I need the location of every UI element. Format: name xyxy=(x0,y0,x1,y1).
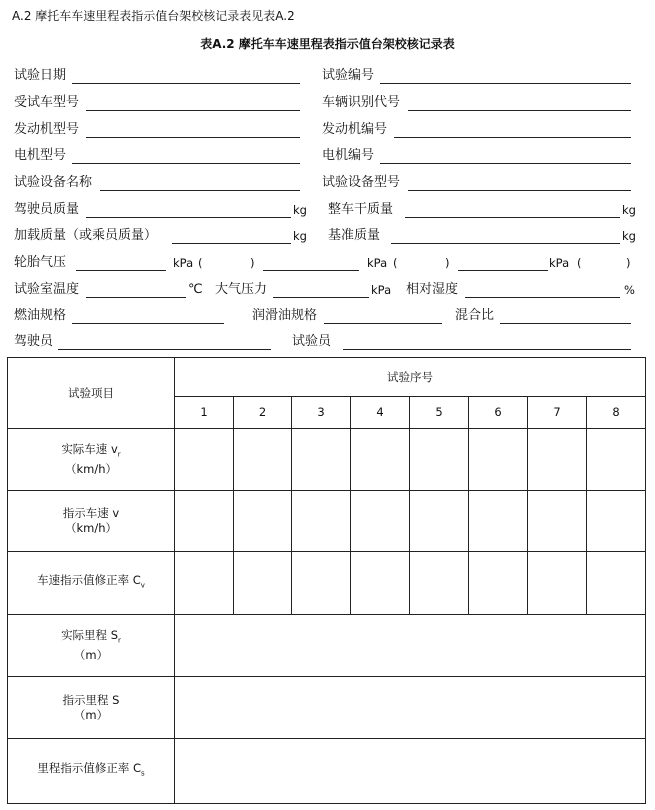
data-cell[interactable] xyxy=(587,552,646,615)
lube-spec-label: 润滑油规格 xyxy=(252,308,318,323)
seq-cell: 4 xyxy=(351,397,410,429)
data-cell[interactable] xyxy=(175,552,234,615)
data-cell[interactable] xyxy=(292,429,351,491)
seq-cell: 2 xyxy=(234,397,292,429)
load-mass-unit: kg xyxy=(293,229,307,243)
data-cell[interactable] xyxy=(410,552,469,615)
form-row-tire-pressure xyxy=(0,254,655,274)
seq-cell: 6 xyxy=(469,397,528,429)
room-temp-field[interactable] xyxy=(86,297,186,298)
seq-cell: 3 xyxy=(292,397,351,429)
curb-mass-label: 整车干质量 xyxy=(328,202,394,217)
equipment-model-field[interactable] xyxy=(408,190,631,191)
vin-field[interactable] xyxy=(408,110,631,111)
form-row-date xyxy=(0,67,655,87)
record-table xyxy=(7,357,646,804)
actual-speed-unit: （km/h） xyxy=(64,462,118,477)
equipment-name-field[interactable] xyxy=(100,190,300,191)
atm-pressure-field[interactable] xyxy=(273,297,369,298)
data-cell[interactable] xyxy=(351,491,410,552)
actual-mileage-unit: （m） xyxy=(73,648,109,663)
indicated-speed-symbol: v xyxy=(112,506,120,520)
tire-pressure-unit-1: kPa xyxy=(173,256,194,270)
actual-speed-header xyxy=(8,429,175,491)
data-cell[interactable] xyxy=(587,491,646,552)
indicated-speed-row xyxy=(8,491,646,552)
reference-mass-unit: kg xyxy=(622,229,636,243)
mileage-correction-subscript: s xyxy=(141,769,145,778)
reference-mass-field[interactable] xyxy=(391,243,620,244)
curb-mass-field[interactable] xyxy=(405,217,620,218)
header-seq: 试验序号 xyxy=(387,369,433,384)
data-cell[interactable] xyxy=(587,429,646,491)
form-row-driver-mass xyxy=(0,201,655,221)
data-cell[interactable] xyxy=(234,552,292,615)
data-cell[interactable] xyxy=(469,491,528,552)
form-row-engine xyxy=(0,121,655,141)
actual-mileage-symbol: S xyxy=(110,627,119,642)
motor-model-label: 电机型号 xyxy=(14,148,67,163)
seq-cell: 7 xyxy=(528,397,587,429)
form-row-motor xyxy=(0,147,655,167)
fuel-spec-label: 燃油规格 xyxy=(14,308,67,323)
mileage-correction-row xyxy=(8,739,646,804)
humidity-label: 相对湿度 xyxy=(406,282,459,297)
vin-label: 车辆识别代号 xyxy=(322,95,401,110)
load-mass-label: 加载质量（或乘员质量） xyxy=(14,228,158,243)
data-cell[interactable] xyxy=(351,552,410,615)
driver-field[interactable] xyxy=(58,349,271,350)
mileage-correction-label: 里程指示值修正率 xyxy=(37,760,130,775)
humidity-unit: % xyxy=(624,283,635,297)
engine-model-label: 发动机型号 xyxy=(14,122,80,137)
data-cell[interactable] xyxy=(528,491,587,552)
seq-cell: 5 xyxy=(410,397,469,429)
driver-mass-label: 驾驶员质量 xyxy=(14,202,80,217)
data-cell[interactable] xyxy=(469,552,528,615)
driver-label: 驾驶员 xyxy=(14,334,54,349)
tire-pressure-unit-3: kPa xyxy=(549,256,570,270)
indicated-mileage-header xyxy=(8,677,175,739)
data-cell[interactable] xyxy=(175,491,234,552)
motor-model-field[interactable] xyxy=(72,163,300,164)
data-cell[interactable] xyxy=(410,491,469,552)
merged-data-cell[interactable] xyxy=(175,615,646,677)
header-row xyxy=(8,358,646,397)
data-cell[interactable] xyxy=(351,429,410,491)
indicated-speed-unit: （km/h） xyxy=(64,521,118,535)
data-cell[interactable] xyxy=(469,429,528,491)
data-cell[interactable] xyxy=(292,552,351,615)
atm-pressure-unit: kPa xyxy=(371,283,392,297)
paren-close-2: ) xyxy=(445,256,450,270)
actual-speed-row xyxy=(8,429,646,491)
indicated-speed-header xyxy=(8,491,175,552)
room-temp-unit: ℃ xyxy=(188,282,203,297)
data-cell[interactable] xyxy=(410,429,469,491)
tire-pressure-unit-2: kPa xyxy=(367,256,388,270)
data-cell[interactable] xyxy=(292,491,351,552)
form-row-vehicle xyxy=(0,94,655,114)
actual-speed-label: 实际车速 xyxy=(61,441,108,456)
actual-mileage-row xyxy=(8,615,646,677)
tire-pressure-field-2[interactable] xyxy=(263,270,359,271)
mix-ratio-field[interactable] xyxy=(500,323,631,324)
vehicle-model-field[interactable] xyxy=(86,110,300,111)
actual-mileage-subscript: r xyxy=(118,636,121,645)
load-mass-field[interactable] xyxy=(172,243,291,244)
header-seq-cell xyxy=(175,358,646,397)
indicated-mileage-symbol: S xyxy=(112,692,120,707)
mix-ratio-label: 混合比 xyxy=(455,308,495,323)
paren-open-2: ( xyxy=(393,256,398,270)
motor-number-field[interactable] xyxy=(380,163,631,164)
equipment-name-label: 试验设备名称 xyxy=(14,175,93,190)
paren-close-1: ) xyxy=(250,256,255,270)
engine-model-field[interactable] xyxy=(86,137,300,138)
merged-data-cell[interactable] xyxy=(175,739,646,804)
mileage-correction-symbol: C xyxy=(132,760,142,775)
paren-close-3: ) xyxy=(626,256,631,270)
fuel-spec-field[interactable] xyxy=(72,323,224,324)
seq-cell: 8 xyxy=(587,397,646,429)
indicated-mileage-row xyxy=(8,677,646,739)
humidity-field[interactable] xyxy=(465,297,620,298)
header-item-cell xyxy=(8,358,175,429)
seq-cell: 1 xyxy=(175,397,234,429)
indicated-mileage-unit: （m） xyxy=(73,707,109,722)
data-cell[interactable] xyxy=(234,429,292,491)
data-cell[interactable] xyxy=(234,491,292,552)
form-row-fuel xyxy=(0,307,655,327)
paren-open-3: ( xyxy=(577,256,582,270)
tire-pressure-field-1[interactable] xyxy=(76,270,166,271)
vehicle-model-label: 受试车型号 xyxy=(14,95,80,110)
speed-correction-symbol: C xyxy=(132,572,141,587)
form-row-personnel xyxy=(0,333,655,353)
test-number-field[interactable] xyxy=(380,83,631,84)
test-date-label: 试验日期 xyxy=(14,68,67,83)
reference-mass-label: 基准质量 xyxy=(328,228,381,243)
engine-number-label: 发动机编号 xyxy=(322,122,388,137)
data-cell[interactable] xyxy=(528,429,587,491)
header-item: 试验项目 xyxy=(68,385,114,400)
tester-field[interactable] xyxy=(343,349,631,350)
equipment-model-label: 试验设备型号 xyxy=(322,175,401,190)
indicated-speed-label: 指示车速 xyxy=(62,506,109,520)
table-caption: 表A.2 摩托车车速里程表指示值台架校核记录表 xyxy=(200,37,455,51)
speed-correction-header xyxy=(8,552,175,615)
driver-mass-unit: kg xyxy=(293,203,307,217)
lube-spec-field[interactable] xyxy=(324,323,442,324)
motor-number-label: 电机编号 xyxy=(322,148,375,163)
form-row-environment xyxy=(0,281,655,301)
tire-pressure-label: 轮胎气压 xyxy=(14,255,67,270)
tire-pressure-field-3[interactable] xyxy=(458,270,548,271)
test-date-field[interactable] xyxy=(72,83,300,84)
actual-speed-symbol: v xyxy=(110,441,118,456)
paren-open-1: ( xyxy=(198,256,203,270)
test-number-label: 试验编号 xyxy=(322,68,375,83)
merged-data-cell[interactable] xyxy=(175,677,646,739)
atm-pressure-label: 大气压力 xyxy=(215,282,268,297)
engine-number-field[interactable] xyxy=(394,137,631,138)
actual-speed-subscript: r xyxy=(117,450,121,459)
speed-correction-row xyxy=(8,552,646,615)
room-temp-label: 试验室温度 xyxy=(14,282,80,297)
form-row-equipment xyxy=(0,174,655,194)
indicated-mileage-label: 指示里程 xyxy=(62,692,109,707)
driver-mass-field[interactable] xyxy=(86,217,291,218)
speed-correction-label: 车速指示值修正率 xyxy=(37,572,130,587)
data-cell[interactable] xyxy=(528,552,587,615)
data-cell[interactable] xyxy=(175,429,234,491)
mileage-correction-header xyxy=(8,739,175,804)
actual-mileage-header xyxy=(8,615,175,677)
actual-mileage-label: 实际里程 xyxy=(61,627,108,642)
form-row-load-mass xyxy=(0,227,655,247)
tester-label: 试验员 xyxy=(292,334,332,349)
speed-correction-subscript: v xyxy=(140,581,145,590)
appendix-heading: A.2 摩托车车速里程表指示值台架校核记录表见表A.2 xyxy=(12,9,295,23)
curb-mass-unit: kg xyxy=(622,203,636,217)
